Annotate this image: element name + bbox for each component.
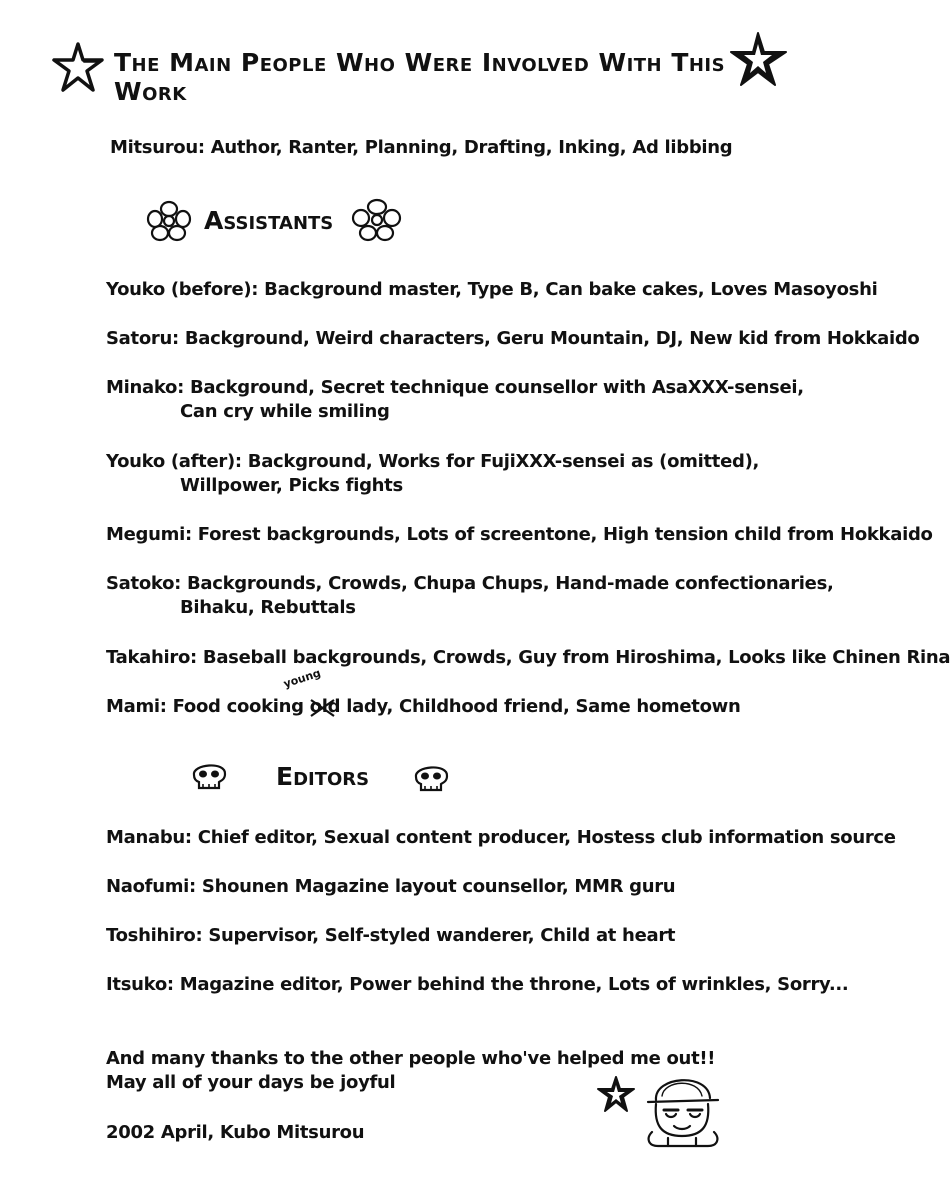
editor-entry: Toshihiro: Supervisor, Self-styled wanderer, Child at heart [106,925,676,946]
mami-suffix: lady, Childhood friend, Same hometown [340,696,741,717]
author-line: Mitsurou: Author, Ranter, Planning, Drafting, Inking, Ad libbing [110,137,733,158]
assistant-entry-cont: Bihaku, Rebuttals [180,597,356,618]
inserted-word: young [281,666,323,691]
character-doodle-icon [638,1066,728,1150]
flower-icon [146,200,192,242]
flower-icon [352,198,402,242]
wish-line: May all of your days be joyful [106,1072,396,1093]
mami-prefix: Mami: Food cooking [106,696,310,717]
star-icon [594,1074,638,1114]
crossed-word: old [309,696,341,717]
signature: 2002 April, Kubo Mitsurou [106,1122,365,1143]
skull-icon [410,760,452,794]
editors-heading: Editors [276,762,370,791]
star-icon [50,40,106,94]
assistants-heading: Assistants [204,206,334,235]
star-icon [728,30,790,88]
editor-entry: Itsuko: Magazine editor, Power behind the throne, Lots of wrinkles, Sorry... [106,974,849,995]
assistant-entry: Satoru: Background, Weird characters, Geru Mountain, DJ, New kid from Hokkaido [106,328,920,349]
assistant-entry: Youko (before): Background master, Type B, Can bake cakes, Loves Masoyoshi [106,279,878,300]
assistant-entry-mami [106,696,741,717]
skull-icon [188,758,230,792]
assistant-entry: Youko (after): Background, Works for FujiXXX-sensei as (omitted), [106,451,760,472]
editor-entry: Naofumi: Shounen Magazine layout counsellor, MMR guru [106,876,676,897]
assistant-entry: Satoko: Backgrounds, Crowds, Chupa Chups, Hand-made confectionaries, [106,573,834,594]
title-row [50,30,790,106]
assistant-entry-cont: Willpower, Picks fights [180,475,403,496]
assistant-entry: Minako: Background, Secret technique counsellor with AsaXXX-sensei, [106,377,804,398]
editor-entry: Manabu: Chief editor, Sexual content producer, Hostess club information source [106,827,896,848]
assistant-entry-cont: Can cry while smiling [180,401,390,422]
page-title: The Main People Who Were Involved With This Work [114,48,726,106]
thanks-line: And many thanks to the other people who've helped me out!! [106,1048,716,1069]
cross-out-mark [308,698,338,718]
assistant-entry: Megumi: Forest backgrounds, Lots of screentone, High tension child from Hokkaido [106,524,933,545]
assistant-entry: Takahiro: Baseball backgrounds, Crowds, Guy from Hiroshima, Looks like Chinen Rina [106,647,950,668]
